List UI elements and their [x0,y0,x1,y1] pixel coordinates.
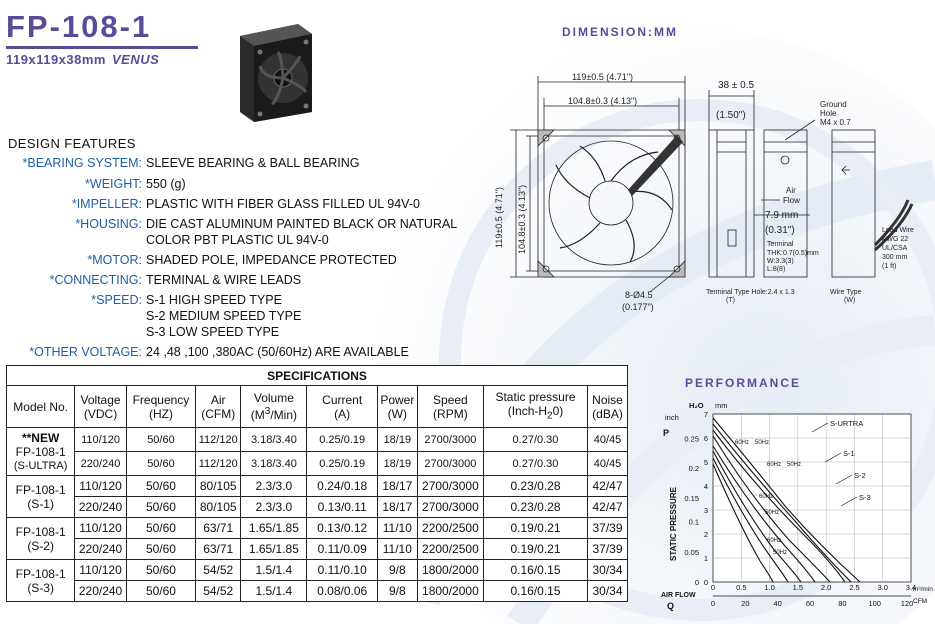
cfm-unit: CFM [913,598,928,605]
table-cell: 40/45 [588,452,628,476]
hdr-noise-unit: (dBA) [592,406,623,421]
hdr-current: Current [322,392,363,407]
table-cell: 112/120 [196,452,241,476]
terminal-type: Terminal Type Hole:2.4 x 1.3 [706,289,795,296]
y-tick-mm: 5 [703,458,709,467]
table-cell: 80/105 [196,497,241,518]
table-row [7,560,628,581]
ground-label: Ground [820,100,847,109]
feature-value-line2: COLOR PBT PLASTIC UL 94V-0 [146,233,329,247]
ground-label-3: M4 x 0.7 [820,118,851,127]
hdr-current-unit: (A) [334,406,351,421]
fan-photo [238,22,314,124]
model-line: (S-1) [27,496,54,511]
feature-value-line3: S-3 LOW SPEED TYPE [146,325,280,339]
table-cell: 50/60 [126,539,195,560]
table-row [7,497,628,518]
table-row [7,581,628,602]
x-tick-m3: 3.4 [905,583,917,592]
feature-motor [0,252,397,268]
table-cell: 54/52 [196,581,241,602]
table-cell: 30/34 [588,560,628,581]
feature-label: *IMPELLER: [71,197,142,211]
curve-label: S-2 [854,471,866,480]
dim-inner-width: 104.8±0.3 (4.13") [568,96,638,106]
feature-other-voltage [0,344,409,360]
table-cell: 2700/3000 [417,497,483,518]
feature-label: *BEARING SYSTEM: [22,156,142,170]
table-cell: 110/120 [75,428,126,452]
lead-awg: AWG 22 [882,236,909,243]
table-cell: 37/39 [588,518,628,539]
feature-value: SHADED POLE, IMPEDANCE PROTECTED [146,253,397,267]
table-row [7,428,628,452]
hdr-volume: Volume [253,391,294,405]
table-cell: 0.27/0.30 [483,428,587,452]
feature-impeller [0,196,420,212]
table-cell: 50/60 [126,476,195,497]
hdr-sp-unit2: 0) [552,403,564,418]
feature-value: SLEEVE BEARING & BALL BEARING [146,156,360,170]
table-row [7,518,628,539]
hz-label: 60Hz [759,494,774,500]
model-line: (S-3) [27,580,54,595]
table-cell: 50/60 [126,497,195,518]
table-cell: 18/17 [377,476,417,497]
table-row [7,476,628,497]
table-cell: 2200/2500 [417,539,483,560]
dim-hole-inch: (0.177") [622,302,654,312]
table-cell: 18/19 [377,428,417,452]
x-tick-m3: 2.5 [849,583,860,592]
feature-value-line2: S-2 MEDIUM SPEED TYPE [146,309,302,323]
y-tick-mm: 4 [703,482,709,491]
hdr-air: Air [210,392,226,407]
feature-weight [0,176,186,192]
x-tick-cfm: 20 [741,599,750,608]
table-cell: 2.3/3.0 [241,497,307,518]
y-tick-mm: 2 [703,530,709,539]
hz-label: 50Hz [787,462,802,468]
model-cell [7,428,75,476]
table-cell: 1800/2000 [417,581,483,602]
y-tick-inch: 0.2 [688,463,699,473]
series-name: VENUS [111,52,160,67]
model-line: FP-108-1 [15,524,66,539]
feature-housing [0,216,458,248]
table-cell: 0.16/0.15 [483,560,587,581]
y-tick-mm: 3 [703,506,709,515]
terminal-length-inch: (0.31") [765,225,795,236]
table-cell: 112/120 [196,428,241,452]
table-cell: 18/19 [377,452,417,476]
y-tick-inch: 0.05 [684,547,699,557]
feature-label: *SPEED: [91,293,142,307]
hdr-speed: Speed [433,392,468,407]
hdr-sp-unit: (Inch-H [507,403,548,418]
table-cell: 80/105 [196,476,241,497]
flow-label: Flow [783,196,800,205]
x-tick-cfm: 60 [805,599,815,608]
x-tick-cfm: 40 [773,599,782,608]
table-cell: 0.25/0.19 [307,428,377,452]
m3-unit: m³/min [913,586,933,593]
table-cell: 0.11/0.10 [307,560,377,581]
hdr-speed-unit: (RPM) [433,406,468,421]
terminal-w: W:3.3(3) [767,258,794,265]
table-cell: 0.16/0.15 [483,581,587,602]
table-cell: 220/240 [75,497,126,518]
model-line: FP-108-1 [15,566,66,581]
inch-label: inch [665,413,679,422]
table-cell: 110/120 [75,560,126,581]
page-title: FP-108-1 [6,9,152,44]
lead-length-ft: (1 ft) [882,263,897,270]
hdr-volume-unit2: /Min) [270,408,297,422]
table-cell: 220/240 [75,581,126,602]
model-line: (S-ULTRA) [13,459,68,472]
x-tick-m3: 0 [710,583,716,592]
table-row [7,452,628,476]
table-cell: 1800/2000 [417,560,483,581]
feature-connecting [0,272,302,288]
table-cell: 11/10 [377,539,417,560]
model-line: FP-108-1 [15,482,66,497]
feature-label: *WEIGHT: [85,177,142,191]
x-tick-cfm: 100 [868,599,881,608]
terminal-length: 7.9 mm [765,210,799,221]
curve-label: S-URTRA [830,419,864,428]
hdr-sp-sub: 2 [547,410,553,422]
table-cell: 18/17 [377,497,417,518]
hdr-model: Model No. [13,399,68,414]
table-cell: 0.24/0.18 [307,476,377,497]
x-tick-m3: 1.0 [764,583,775,592]
table-cell: 40/45 [588,428,628,452]
hz-label: 60Hz [767,538,782,544]
lead-length: 300 mm [882,254,908,261]
hdr-volume-unit: (M [250,408,265,422]
performance-title: PERFORMANCE [685,376,802,390]
hz-label: 50Hz [765,510,780,516]
table-cell: 3.18/3.40 [241,452,307,476]
performance-chart [655,396,935,624]
terminal-thk: THK:0.7(0.5)mm [767,250,819,257]
specifications-table [6,365,628,602]
spec-body [7,428,628,602]
hdr-power: Power [380,392,415,407]
model-cell [7,518,75,560]
model-line: FP-108-1 [15,444,66,459]
dim-inner-height: 104.8±0.3 (4.13") [517,184,527,254]
table-cell: 11/10 [377,518,417,539]
y-tick-inch: 0.1 [688,517,699,527]
table-cell: 110/120 [75,476,126,497]
dimension-title: DIMENSION:MM [562,25,678,39]
y-tick-mm: 6 [703,434,709,443]
dim-hole: 8-Ø4.5 [625,290,653,300]
table-cell: 2.3/3.0 [241,476,307,497]
table-cell: 63/71 [196,518,241,539]
h2o-label: H₂O [689,401,704,410]
table-cell: 220/240 [75,452,126,476]
model-line: **NEW [21,430,60,445]
table-cell: 2700/3000 [417,428,483,452]
hz-label: 50Hz [755,440,770,446]
table-cell: 50/60 [126,518,195,539]
hdr-static-pressure: Static pressure [495,389,576,404]
ground-label-2: Hole [820,109,837,118]
table-cell: 0.25/0.19 [307,452,377,476]
feature-value: 24 ,48 ,100 ,380AC (50/60Hz) ARE AVAILABLE [146,345,409,359]
hdr-noise: Noise [592,392,623,407]
table-cell: 0.27/0.30 [483,452,587,476]
x-tick-cfm: 120 [900,599,914,608]
size-text: 119x119x38mm [6,52,106,67]
wire-type: Wire Type [830,289,862,296]
subtitle [6,52,159,67]
y-tick-inch: 0.15 [684,494,699,503]
y-tick-mm: 7 [703,410,709,419]
hdr-voltage-unit: (VDC) [83,406,118,421]
hdr-frequency-unit: (HZ) [148,406,173,421]
lead-wire: Lead Wire [882,227,914,234]
table-cell: 2700/3000 [417,476,483,497]
terminal-type-code: (T) [726,297,735,304]
model-cell [7,560,75,602]
feature-label: *CONNECTING: [49,273,142,287]
table-cell: 50/60 [126,581,195,602]
x-tick-m3: 2.0 [820,583,832,592]
p-label: P [663,428,670,438]
terminal-l: L:8(8) [767,266,786,273]
table-cell: 0.19/0.21 [483,539,587,560]
table-cell: 50/60 [126,560,195,581]
feature-label: *OTHER VOLTAGE: [29,345,142,359]
x-tick-m3: 1.5 [792,583,804,592]
table-cell: 1.5/1.4 [241,560,307,581]
table-cell: 0.13/0.11 [307,497,377,518]
table-cell: 2200/2500 [417,518,483,539]
table-cell: 1.65/1.85 [241,518,307,539]
model-line: (S-2) [27,538,54,553]
feature-value: 550 (g) [146,177,186,191]
hz-label: 60Hz [767,462,782,468]
table-cell: 30/34 [588,581,628,602]
table-cell: 54/52 [196,560,241,581]
curve-label: S-3 [859,493,871,502]
dim-outer-width: 119±0.5 (4.71") [572,72,634,82]
table-cell: 2700/3000 [417,452,483,476]
spec-title: SPECIFICATIONS [7,366,628,386]
table-cell: 50/60 [126,452,195,476]
table-cell: 37/39 [588,539,628,560]
table-cell: 9/8 [377,560,417,581]
table-cell: 0.13/0.12 [307,518,377,539]
x-tick-cfm: 80 [838,599,847,608]
table-cell: 0.11/0.09 [307,539,377,560]
table-cell: 220/240 [75,539,126,560]
table-cell: 0.23/0.28 [483,476,587,497]
table-cell: 42/47 [588,476,628,497]
feature-bearing [0,155,360,171]
title-underline [6,46,198,49]
dimension-drawing [480,70,935,320]
hdr-frequency: Frequency [132,392,190,407]
y-tick-inch: 0.25 [684,434,699,444]
curve-label: S-1 [843,449,855,458]
lead-ul: UL/CSA [882,245,908,252]
terminal-label: Terminal [767,241,794,248]
air-label: Air [786,186,796,195]
feature-label: *HOUSING: [75,217,142,231]
table-cell: 1.65/1.85 [241,539,307,560]
hz-label: 50Hz [773,550,788,556]
feature-label: *MOTOR: [87,253,142,267]
hdr-air-unit: (CFM) [201,406,236,421]
y-tick-mm: 1 [703,554,709,563]
hdr-voltage: Voltage [80,392,121,407]
y-axis-label: STATIC PRESSURE [669,487,678,561]
feature-value: DIE CAST ALUMINUM PAINTED BLACK OR NATURAL [146,217,458,231]
table-cell: 0.08/0.06 [307,581,377,602]
x-tick-m3: 3.0 [877,583,888,592]
y-tick-mm: 0 [703,578,709,587]
design-features-heading: DESIGN FEATURES [8,136,136,151]
feature-speed [0,292,302,340]
q-label: Q [667,601,675,611]
table-cell: 110/120 [75,518,126,539]
model-cell [7,476,75,518]
airflow-label: AIR FLOW [661,592,696,599]
feature-value: S-1 HIGH SPEED TYPE [146,293,282,307]
x-tick-cfm: 0 [710,599,716,608]
table-cell: 9/8 [377,581,417,602]
hz-label: 60Hz [735,440,750,446]
dim-outer-height: 119±0.5 (4.71") [494,186,504,248]
hdr-power-unit: (W) [387,406,407,421]
table-cell: 63/71 [196,539,241,560]
table-row [7,539,628,560]
hdr-volume-sup: 3 [264,406,271,417]
table-cell: 42/47 [588,497,628,518]
table-cell: 50/60 [126,428,195,452]
feature-value: PLASTIC WITH FIBER GLASS FILLED UL 94V-0 [146,197,420,211]
mm-label: mm [715,401,728,410]
dim-depth-inch: (1.50") [716,110,746,121]
x-tick-m3: 0.5 [736,583,747,592]
table-cell: 0.19/0.21 [483,518,587,539]
y-tick-inch: 0 [694,578,699,587]
feature-value: TERMINAL & WIRE LEADS [146,273,302,287]
wire-type-code: (W) [844,297,856,304]
table-cell: 0.23/0.28 [483,497,587,518]
dim-depth: 38 ± 0.5 [718,80,755,91]
table-cell: 1.5/1.4 [241,581,307,602]
table-cell: 3.18/3.40 [241,428,307,452]
